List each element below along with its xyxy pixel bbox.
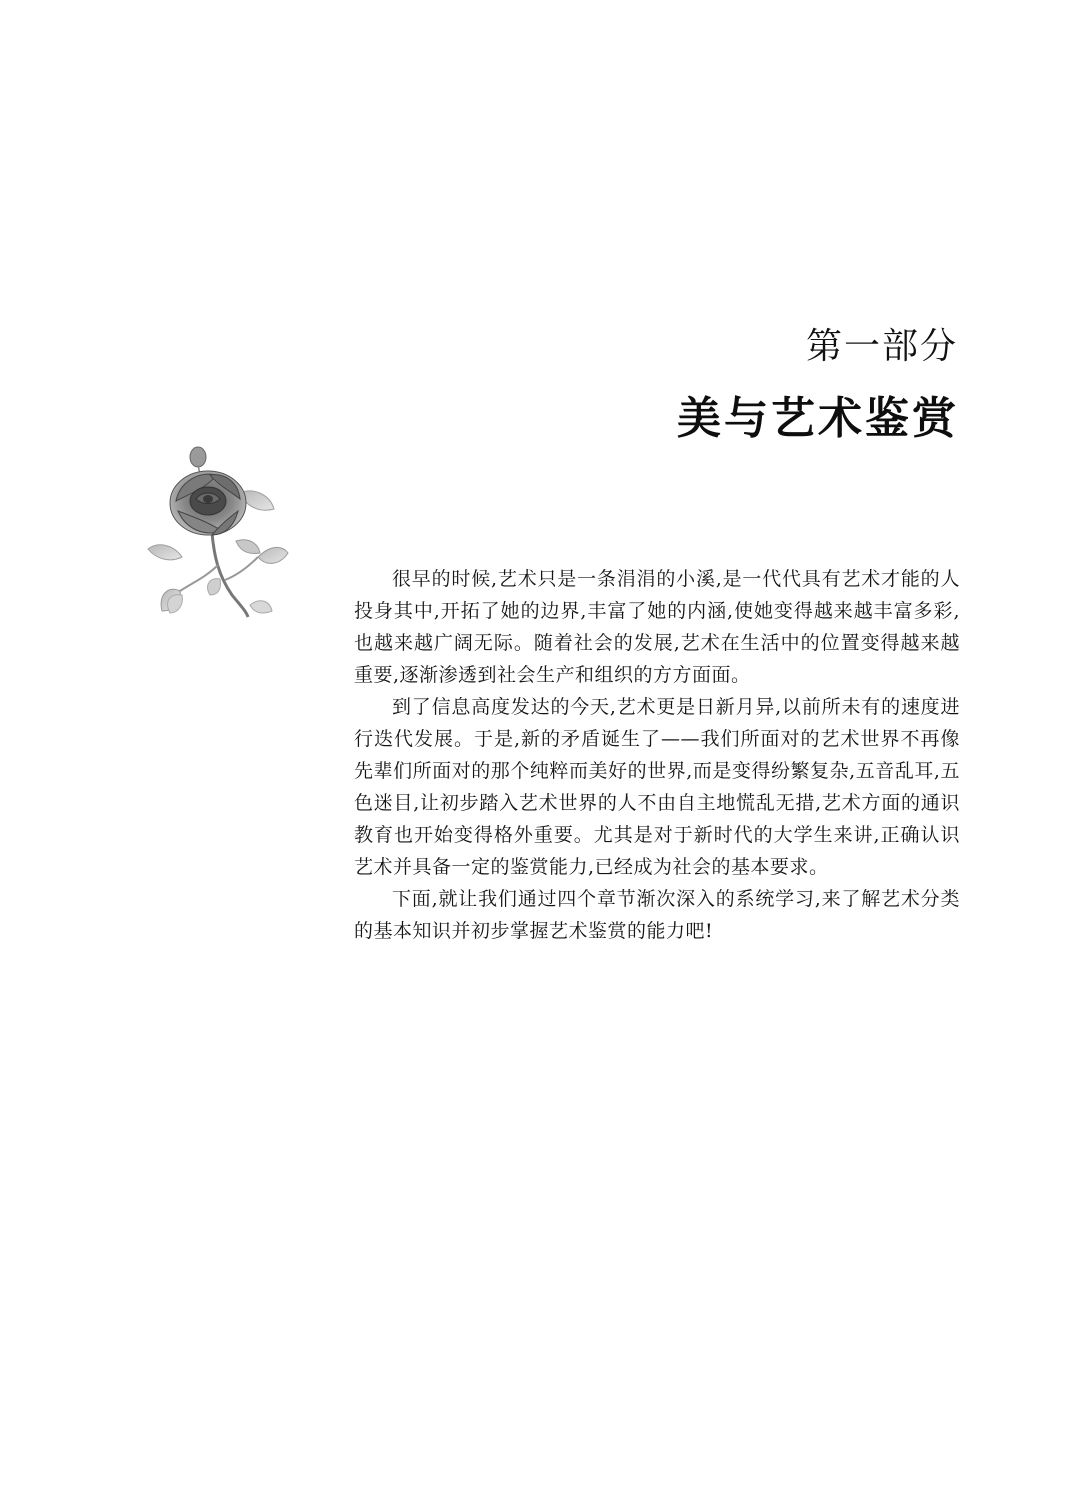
part-title: 美与艺术鉴赏 bbox=[677, 393, 959, 444]
body-text bbox=[354, 563, 960, 947]
paragraph: 下面,就让我们通过四个章节渐次深入的系统学习,来了解艺术分类的基本知识并初步掌握艺术鉴赏的能力吧! bbox=[354, 888, 960, 942]
paragraph: 很早的时候,艺术只是一条涓涓的小溪,是一代代具有艺术才能的人投身其中,开拓了她的边界,丰富了她的内涵,使她变得越来越丰富多彩,也越来越广阔无际。随着社会的发展,艺术在生活中的位置变得越来越重要,逐渐渗透到社会生产和组织的方方面面。 bbox=[354, 568, 960, 686]
part-label: 第一部分 bbox=[805, 326, 958, 367]
camellia-flower-illustration bbox=[140, 445, 290, 625]
paragraph: 到了信息高度发达的今天,艺术更是日新月异,以前所未有的速度进行迭代发展。于是,新的矛盾诞生了——我们所面对的艺术世界不再像先辈们所面对的那个纯粹而美好的世界,而是变得纷繁复杂,五音乱耳,五色迷目,让初步踏入艺术世界的人不由自主地慌乱无措,艺术方面的通识教育也开始变得格外重要。尤其是对于新时代的大学生来讲,正确认识艺术并具备一定的鉴赏能力,已经成为社会的基本要求。 bbox=[354, 696, 960, 878]
